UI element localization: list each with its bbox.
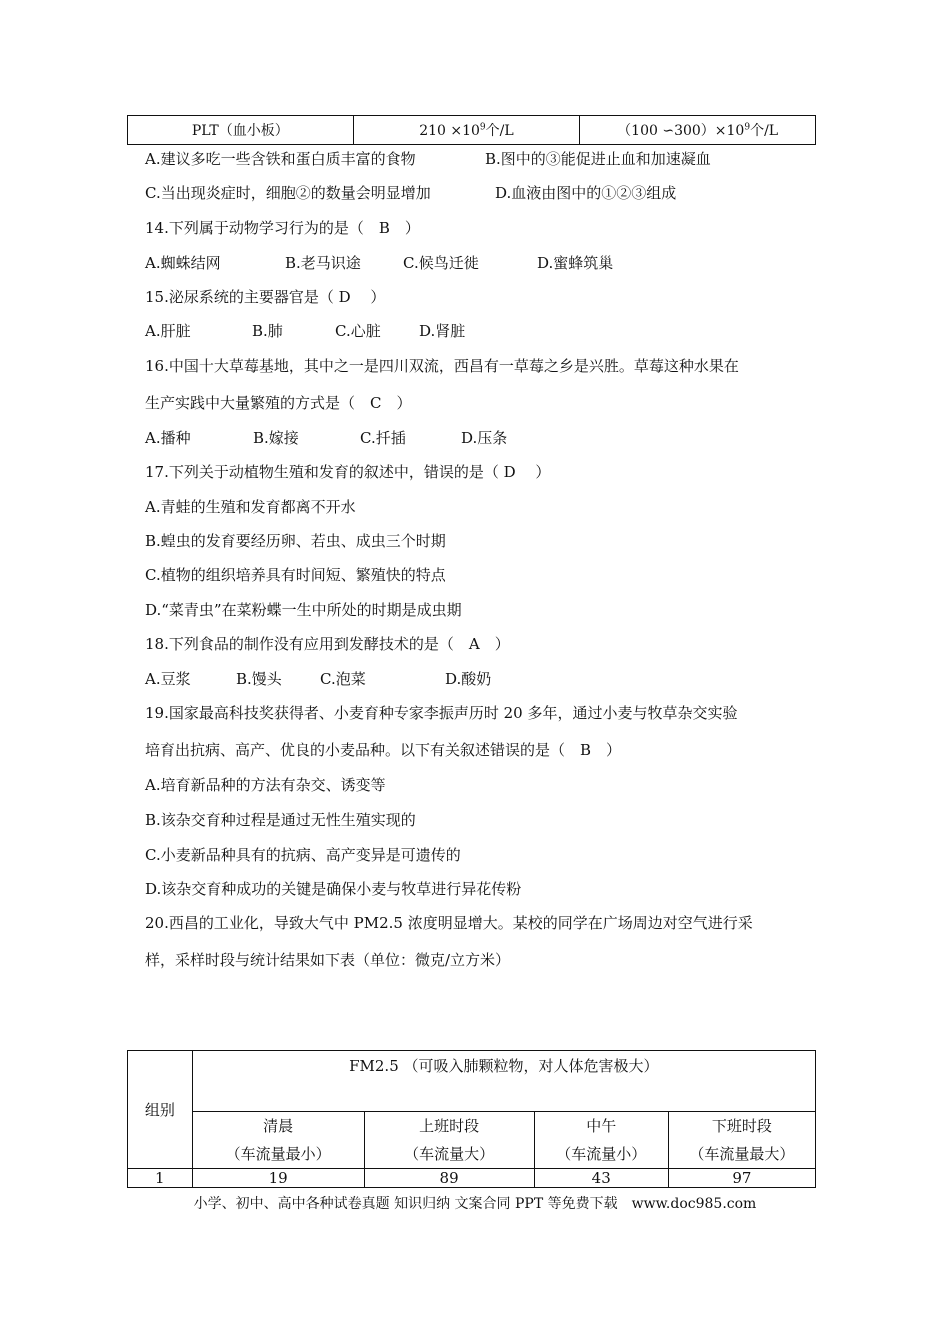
q16-option-d: D.压条 xyxy=(461,429,508,447)
q15-option-a: A.肝脏 xyxy=(145,322,191,340)
q19-option-d: D.该杂交育种成功的关键是确保小麦与牧草进行异花传粉 xyxy=(145,880,522,898)
q18-option-c: C.泡菜 xyxy=(320,670,366,688)
q16-option-b: B.嫁接 xyxy=(253,429,299,447)
q17-option-c: C.植物的组织培养具有时间短、繁殖快的特点 xyxy=(145,566,446,584)
q13-option-d: D.血液由图中的①②③组成 xyxy=(495,184,677,202)
q20-stem-line-1: 20.西昌的工业化，导致大气中 PM2.5 浓度明显增大。某校的同学在广场周边对空气进行采 xyxy=(145,914,753,932)
plt-value-cell: $210 \times 10^9$个/L xyxy=(353,116,580,145)
q19-option-a: A.培育新品种的方法有杂交、诱变等 xyxy=(145,776,386,794)
q14-stem: 14.下列属于动物学习行为的是（ B ） xyxy=(145,219,420,237)
q16-option-c: C.扦插 xyxy=(360,429,406,447)
group-cell: 1 xyxy=(128,1169,193,1188)
q19-option-c: C.小麦新品种具有的抗病、高产变异是可遗传的 xyxy=(145,846,461,864)
q15-options xyxy=(145,321,465,341)
q14-option-c: C.候鸟迁徙 xyxy=(403,254,479,272)
value-cell: 43 xyxy=(534,1169,668,1188)
column-header-noon: 中午 （车流量小） xyxy=(534,1112,668,1169)
table-row xyxy=(128,1169,816,1188)
q14-option-b: B.老马识途 xyxy=(285,254,361,272)
blood-reference-table xyxy=(127,115,816,145)
q18-option-a: A.豆浆 xyxy=(145,670,191,688)
value-cell: 89 xyxy=(364,1169,534,1188)
group-header-cell: 组别 xyxy=(128,1051,193,1169)
q17-option-b: B.蝗虫的发育要经历卵、若虫、成虫三个时期 xyxy=(145,532,446,550)
column-header-morning: 清晨 （车流量最小） xyxy=(192,1112,364,1169)
q15-option-d: D.肾脏 xyxy=(419,322,466,340)
q14-option-d: D.蜜蜂筑巢 xyxy=(537,254,614,272)
q19-stem-line-2: 培育出抗病、高产、优良的小麦品种。以下有关叙述错误的是（ B ） xyxy=(145,741,622,759)
q14-option-a: A.蜘蛛结网 xyxy=(145,254,221,272)
column-header-commute-am: 上班时段 （车流量大） xyxy=(364,1112,534,1169)
q16-options xyxy=(145,428,507,448)
table-header-row xyxy=(128,1051,816,1112)
q15-stem: 15.泌尿系统的主要器官是（ D ） xyxy=(145,288,386,306)
q15-option-b: B.肺 xyxy=(252,322,283,340)
q16-stem-line-1: 16.中国十大草莓基地，其中之一是四川双流，西昌有一草莓之乡是兴胜。草莓这种水果在 xyxy=(145,357,739,375)
pm25-table xyxy=(127,1050,816,1188)
q14-options xyxy=(145,253,613,273)
q13-options-row-1 xyxy=(145,149,711,169)
table-subheader-row xyxy=(128,1112,816,1169)
plt-range-cell: （100 $∽300)\times 10^9$个/L xyxy=(580,116,816,145)
q17-stem: 17.下列关于动植物生殖和发育的叙述中，错误的是（ D ） xyxy=(145,463,551,481)
column-header-commute-pm: 下班时段 （车流量最大） xyxy=(668,1112,815,1169)
q13-options-row-2 xyxy=(145,183,676,203)
q13-option-b: B.图中的③能促进止血和加速凝血 xyxy=(485,150,711,168)
value-cell: 19 xyxy=(192,1169,364,1188)
q18-options xyxy=(145,669,491,689)
value-cell: 97 xyxy=(668,1169,815,1188)
q18-stem: 18.下列食品的制作没有应用到发酵技术的是（ A ） xyxy=(145,635,510,653)
q13-option-a: A.建议多吃一些含铁和蛋白质丰富的食物 xyxy=(145,150,416,168)
q19-stem-line-1: 19.国家最高科技奖获得者、小麦育种专家李振声历时 20 多年，通过小麦与牧草杂交实验 xyxy=(145,704,738,722)
plt-name-cell: PLT（血小板） xyxy=(128,116,354,145)
page-footer: 小学、初中、高中各种试卷真题 知识归纳 文案合同 PPT 等免费下载 www.doc985.com xyxy=(193,1196,757,1212)
q17-option-a: A.青蛙的生殖和发育都离不开水 xyxy=(145,498,356,516)
q16-stem-line-2: 生产实践中大量繁殖的方式是（ C ） xyxy=(145,394,412,412)
q20-stem-line-2: 样，采样时段与统计结果如下表（单位：微克/立方米） xyxy=(145,951,511,969)
table-row xyxy=(128,116,816,145)
q17-option-d: D.“菜青虫”在菜粉蝶一生中所处的时期是成虫期 xyxy=(145,601,462,619)
q18-option-b: B.馒头 xyxy=(236,670,282,688)
q18-option-d: D.酸奶 xyxy=(445,670,492,688)
q15-option-c: C.心脏 xyxy=(335,322,381,340)
q19-option-b: B.该杂交育种过程是通过无性生殖实现的 xyxy=(145,811,416,829)
pm-top-header-cell: FM2.5 （可吸入肺颗粒物，对人体危害极大） xyxy=(192,1051,815,1112)
q13-option-c: C.当出现炎症时，细胞②的数量会明显增加 xyxy=(145,184,431,202)
q16-option-a: A.播种 xyxy=(145,429,191,447)
